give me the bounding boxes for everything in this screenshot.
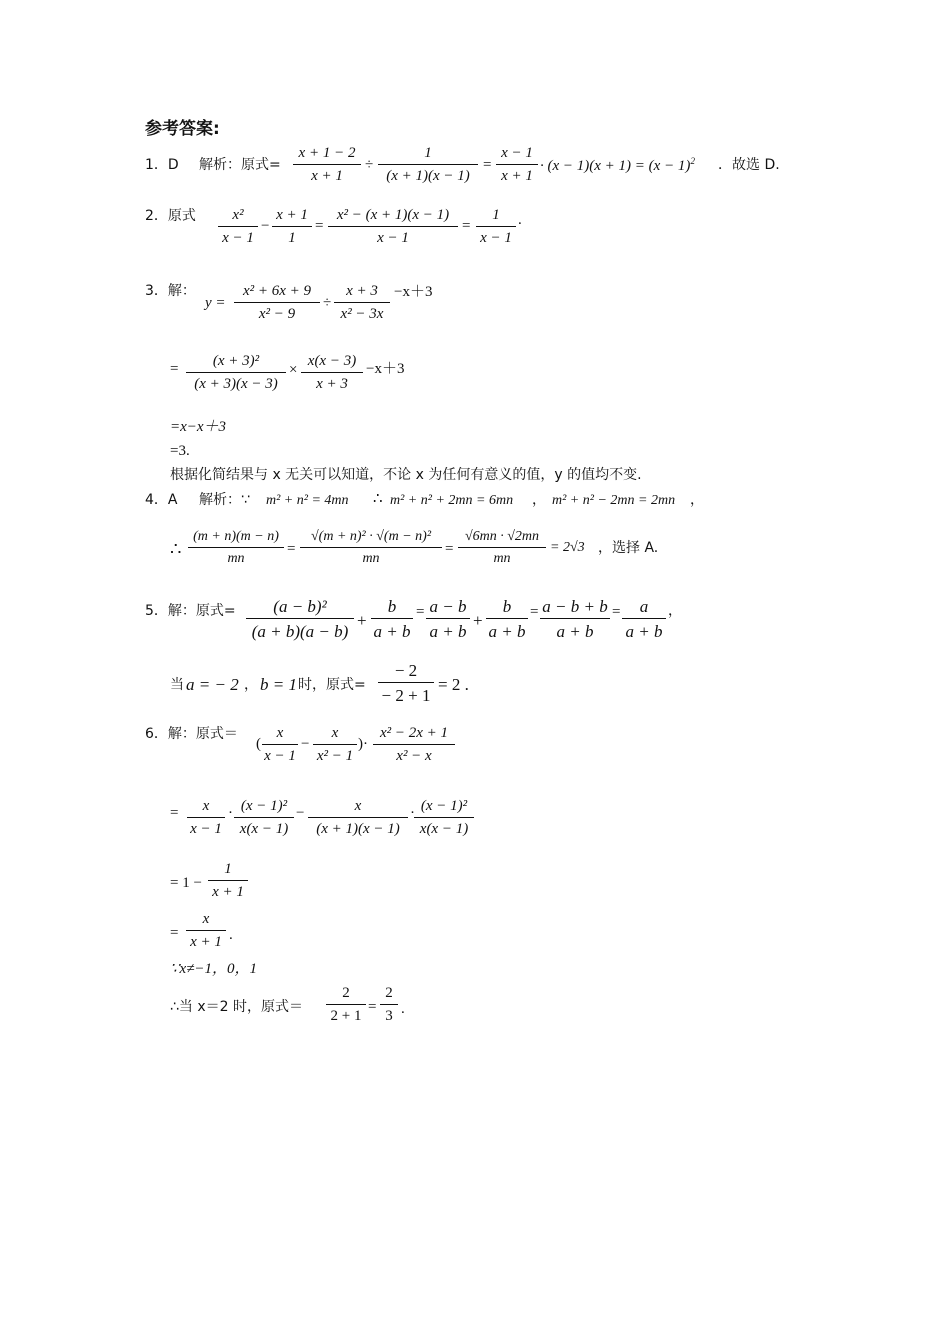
q4-therefore-2: ∴ bbox=[170, 539, 182, 559]
q4-equals-1: = bbox=[287, 541, 296, 557]
q4-eq-b: m² + n² + 2mn = 6mn bbox=[390, 493, 514, 508]
q1-number: 1．D bbox=[145, 157, 179, 173]
answer-heading: 参考答案: bbox=[145, 119, 220, 139]
q3-conclusion: 根据化简结果与 x 无关可以知道，不论 x 为任何有意义的值，y 的值均不变. bbox=[170, 467, 642, 483]
q6-fraction-9: x x + 1 bbox=[186, 912, 226, 950]
q6-period: . bbox=[229, 927, 233, 943]
q6-fraction-11: 2 3 bbox=[380, 986, 398, 1024]
q5-equals-1: = bbox=[416, 604, 425, 620]
q6-dot-1: · bbox=[228, 805, 233, 821]
q2-fraction-2: x + 1 1 bbox=[272, 208, 312, 246]
q6-fraction-5: (x − 1)² x(x − 1) bbox=[234, 799, 294, 837]
q6-number: 6．解：原式＝ bbox=[145, 726, 238, 742]
q4-given: m² + n² = 4mn bbox=[266, 493, 349, 508]
q6-minus: − bbox=[301, 736, 310, 752]
q5-plus-1: + bbox=[357, 611, 367, 630]
q3-lhs: y = bbox=[205, 295, 226, 311]
q3-fraction-2: x + 3 x² − 3x bbox=[334, 284, 390, 322]
q3-fraction-3: (x + 3)² (x + 3)(x − 3) bbox=[186, 354, 286, 392]
q5-fraction-6: a a + b bbox=[622, 598, 666, 640]
q4-comma-2: ， bbox=[690, 492, 704, 508]
q6-fraction-3: x² − 2x + 1 x² − x bbox=[373, 726, 455, 764]
q5-result: = 2 . bbox=[438, 675, 469, 694]
q4-eq-c: m² + n² − 2mn = 2mn bbox=[552, 493, 676, 508]
q6-equals-1: = bbox=[170, 805, 179, 821]
q6-fraction-10: 2 2 + 1 bbox=[326, 986, 366, 1024]
q1-tail: · $(x - 1)(x + 1) = (x - 1)^2$ bbox=[540, 156, 695, 174]
q5-a-value: a = − 2 bbox=[186, 675, 239, 694]
q1-div-sign: ÷ bbox=[365, 157, 374, 173]
q3-fraction-4: x(x − 3) x + 3 bbox=[301, 354, 363, 392]
q4-fraction-2: √(m + n)² · √(m − n)² mn bbox=[300, 530, 442, 566]
q4-fraction-1: (m + n)(m − n) mn bbox=[188, 530, 284, 566]
q3-times-sign: × bbox=[289, 362, 298, 378]
q1-fraction-2: 1 (x + 1)(x − 1) bbox=[378, 146, 478, 184]
q5-fraction-7: − 2 − 2 + 1 bbox=[378, 662, 434, 704]
q4-therefore-1: ∴ bbox=[373, 491, 383, 507]
q5-fraction-4: b a + b bbox=[486, 598, 528, 640]
q3-fraction-1: x² + 6x + 9 x² − 9 bbox=[234, 284, 320, 322]
q5-fraction-3: a − b a + b bbox=[426, 598, 470, 640]
q5-equals-3: = bbox=[612, 604, 621, 620]
q3-step-4: =3. bbox=[170, 443, 190, 459]
q3-equals: = bbox=[170, 361, 179, 377]
q6-left-paren: ( bbox=[256, 736, 261, 752]
q5-comma: ， bbox=[668, 603, 682, 619]
q6-right-paren: )· bbox=[358, 736, 368, 752]
q5-number: 5．解：原式= bbox=[145, 603, 236, 619]
q4-fraction-3: √6mn · √2mn mn bbox=[458, 530, 546, 566]
q4-equals-2: = bbox=[445, 541, 454, 557]
q5-fraction-5: a − b + b a + b bbox=[540, 598, 610, 640]
q5-b-value: b = 1 bbox=[260, 675, 297, 694]
q2-equals-2: = bbox=[462, 218, 471, 234]
q6-fraction-2: x x² − 1 bbox=[313, 726, 357, 764]
q3-div-sign: ÷ bbox=[323, 295, 332, 311]
q5-shi: 时，原式= bbox=[298, 677, 366, 693]
q6-fraction-4: x x − 1 bbox=[187, 799, 225, 837]
q6-equals-3: = 1 − bbox=[170, 875, 202, 891]
q6-when: ∴当 x＝2 时，原式＝ bbox=[170, 999, 303, 1015]
q6-fraction-6: x (x + 1)(x − 1) bbox=[308, 799, 408, 837]
q5-fraction-1: (a − b)² (a + b)(a − b) bbox=[246, 598, 354, 640]
q6-fraction-8: 1 x + 1 bbox=[208, 862, 248, 900]
q1-fraction-1: x + 1 − 2 x + 1 bbox=[293, 146, 361, 184]
q5-plus-2: + bbox=[473, 611, 483, 630]
q6-end: . bbox=[401, 1001, 405, 1017]
q3-step-3: =x−x＋3 bbox=[170, 419, 227, 435]
q3-tail-1: −x＋3 bbox=[394, 284, 433, 300]
q5-comma-2: ， bbox=[244, 677, 258, 693]
q2-minus: − bbox=[261, 218, 270, 234]
q5-fraction-2: b a + b bbox=[371, 598, 413, 640]
q6-fraction-7: (x − 1)² x(x − 1) bbox=[414, 799, 474, 837]
q5-equals-2: = bbox=[530, 604, 539, 620]
q5-when: 当 bbox=[170, 677, 184, 693]
q4-conclusion: ，选择 A. bbox=[598, 540, 659, 556]
q1-prefix: 解析：原式= bbox=[199, 157, 281, 173]
q6-equals-5: = bbox=[368, 999, 377, 1015]
q2-fraction-3: x² − (x + 1)(x − 1) x − 1 bbox=[328, 208, 458, 246]
q2-fraction-1: x² x − 1 bbox=[218, 208, 258, 246]
q4-comma-1: ， bbox=[532, 492, 546, 508]
q2-fraction-4: 1 x − 1 bbox=[476, 208, 516, 246]
q3-tail-2: −x＋3 bbox=[366, 361, 405, 377]
q2-number: 2．原式 bbox=[145, 208, 196, 224]
q6-minus-2: − bbox=[296, 805, 305, 821]
q1-conclusion: ．故选 D. bbox=[718, 157, 780, 173]
q6-condition: ∵x≠−1，0，1 bbox=[170, 961, 258, 977]
q4-prefix: 解析：∵ bbox=[199, 492, 250, 508]
q6-fraction-1: x x − 1 bbox=[262, 726, 298, 764]
q6-equals-4: = bbox=[170, 925, 179, 941]
q1-fraction-3: x − 1 x + 1 bbox=[496, 146, 538, 184]
q3-number: 3．解： bbox=[145, 283, 196, 299]
q2-period: . bbox=[518, 212, 522, 228]
q6-dot-2: · bbox=[410, 805, 415, 821]
q4-number: 4．A bbox=[145, 492, 178, 508]
q2-equals-1: = bbox=[315, 218, 324, 234]
q1-equals: = bbox=[483, 157, 492, 173]
q4-result: = 2√3 bbox=[550, 540, 585, 555]
